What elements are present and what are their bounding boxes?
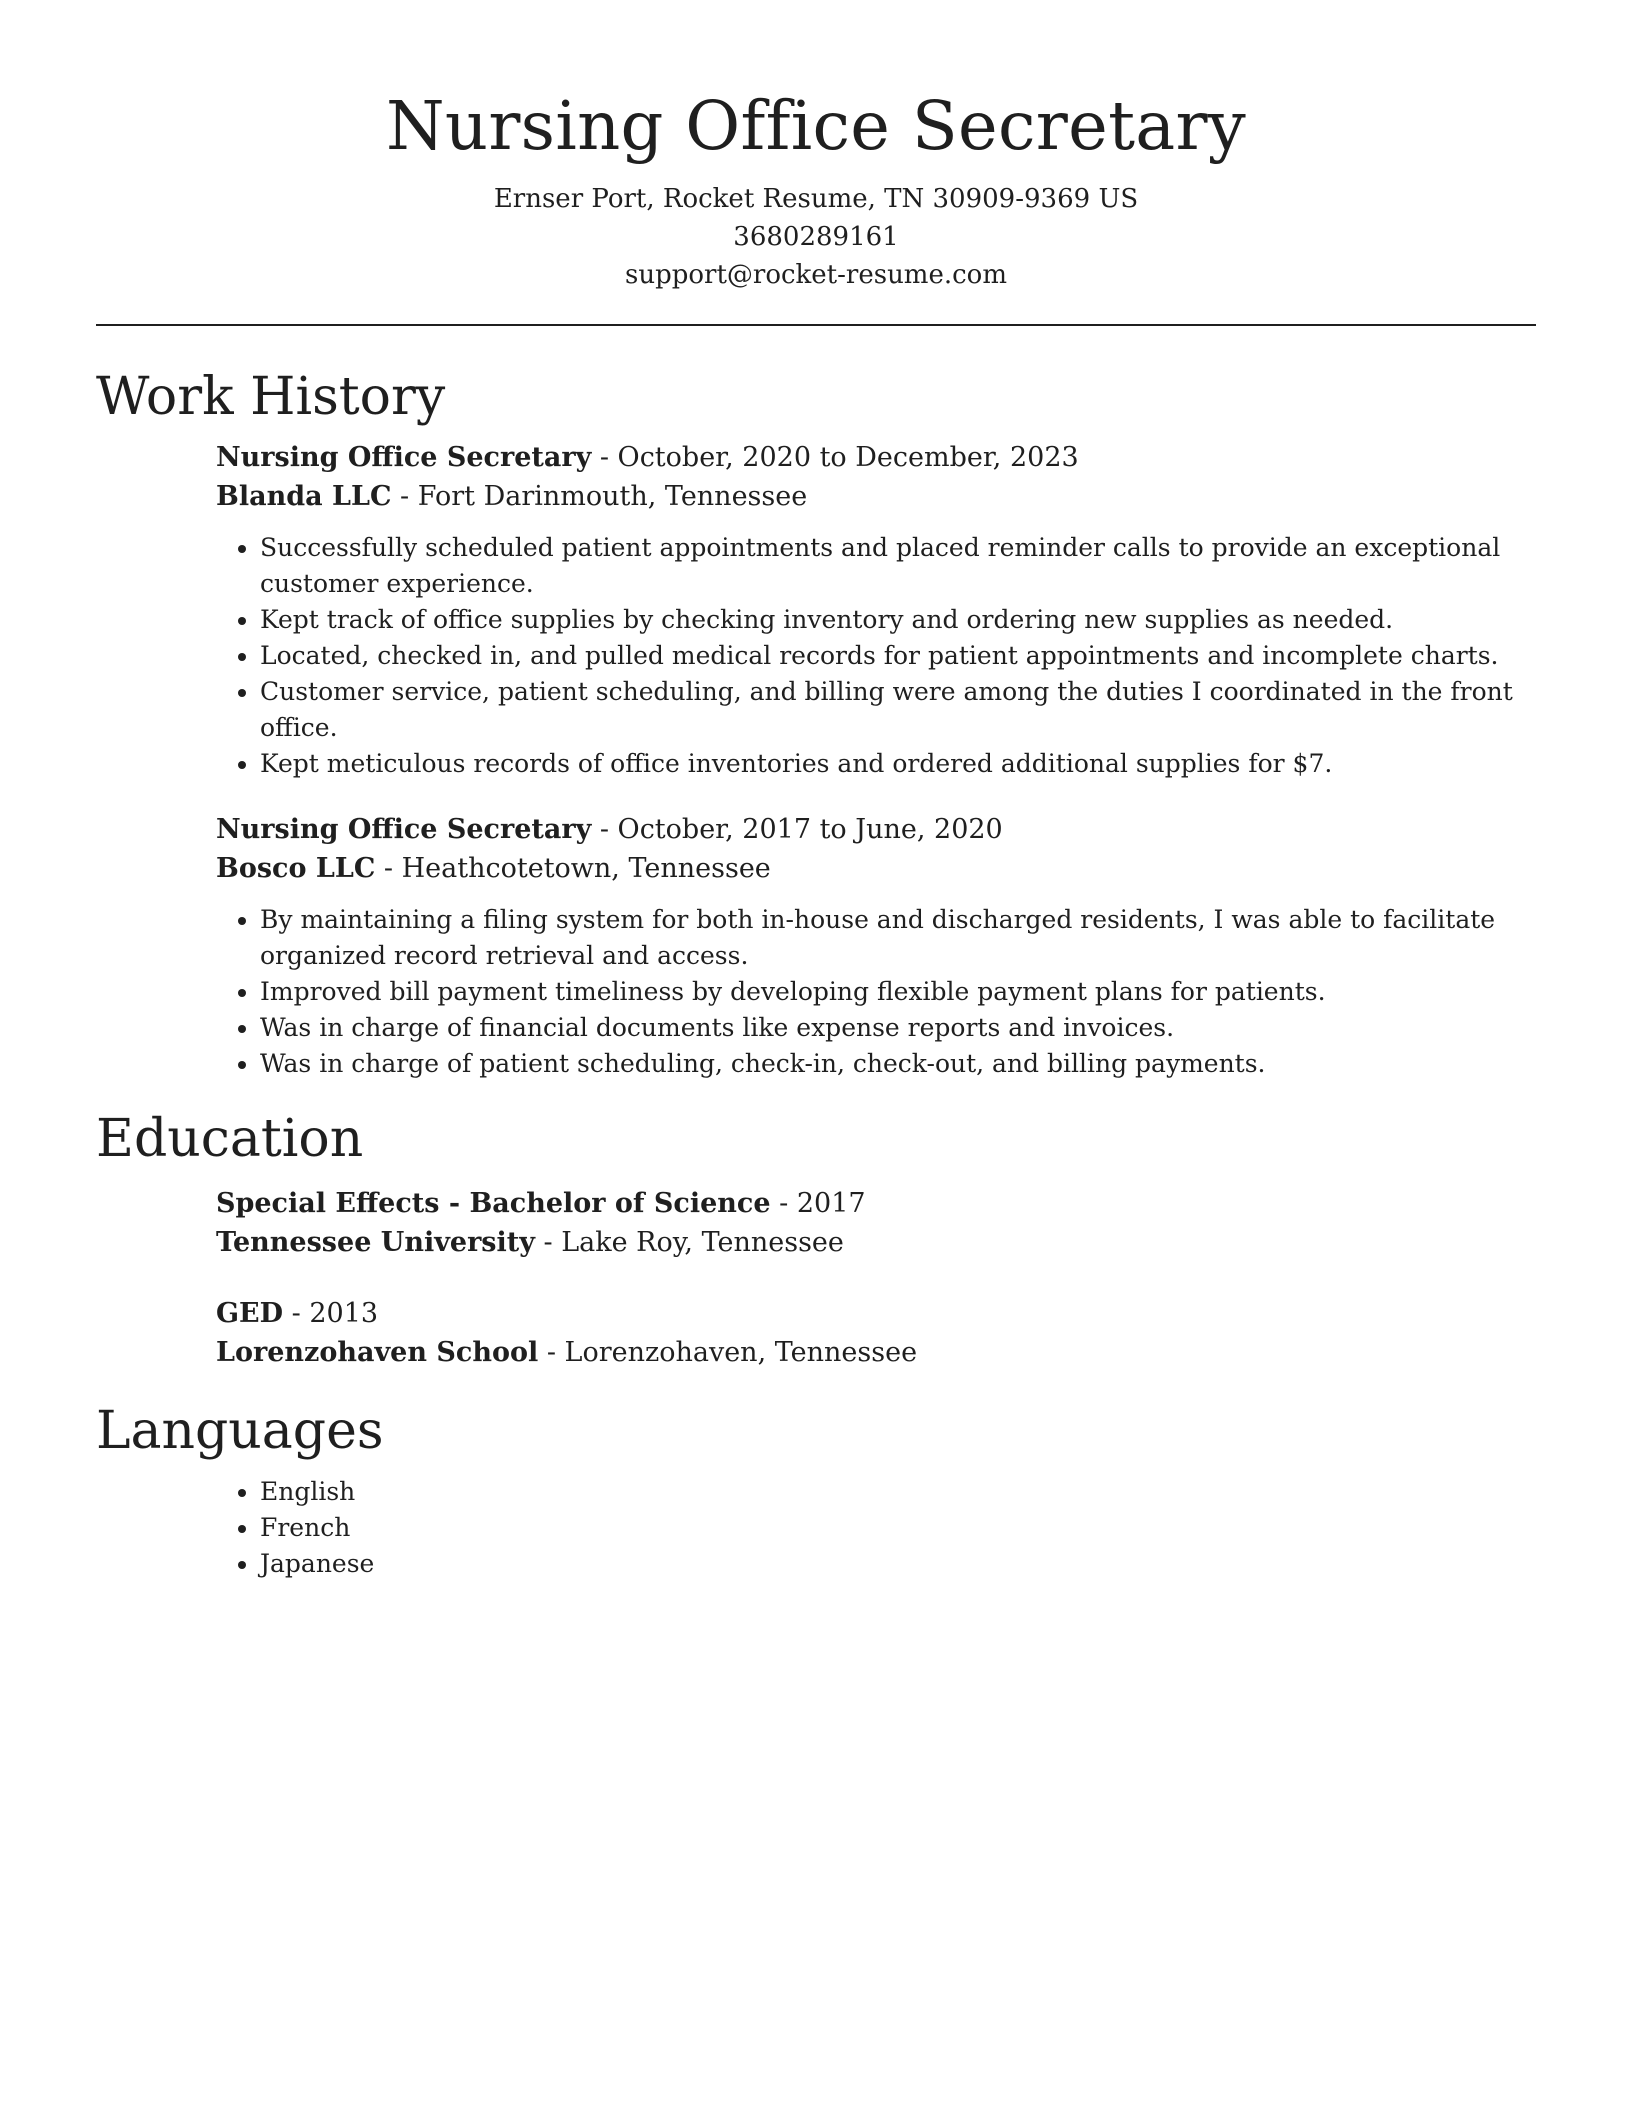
section-title-education: Education [96, 1109, 364, 1169]
job-location: - Fort Darinmouth, Tennessee [391, 481, 808, 512]
education-entry [216, 1294, 1536, 1372]
job-title-line [216, 438, 1536, 477]
list-item: • Improved bill payment timeliness by developing flexible payment plans for patients. [260, 974, 1536, 1010]
job-dates: - October, 2020 to December, 2023 [591, 442, 1079, 473]
job-entry [216, 438, 1536, 782]
school-location: - Lake Roy, Tennessee [534, 1227, 844, 1258]
list-item: • Successfully scheduled patient appointments and placed reminder calls to provide an exceptional customer experience. [260, 530, 1536, 602]
job-bullets [216, 902, 1536, 1082]
graduation-year: - 2017 [770, 1188, 866, 1219]
section-title-work-history: Work History [96, 367, 446, 427]
section-title-languages: Languages [96, 1401, 384, 1461]
school-name: Tennessee University [216, 1227, 535, 1258]
list-item: • English [260, 1474, 1536, 1510]
education-entry [216, 1184, 1536, 1262]
job-entry [216, 810, 1536, 1082]
degree: Special Effects - Bachelor of Science [216, 1188, 771, 1219]
school-line [216, 1333, 1536, 1372]
list-item: • By maintaining a filing system for both in-house and discharged residents, I was able to facilitate organized record retrieval and access. [260, 902, 1536, 974]
job-dates: - October, 2017 to June, 2020 [591, 814, 1003, 845]
list-item: • Located, checked in, and pulled medical records for patient appointments and incomplete charts. [260, 638, 1536, 674]
list-item: • Kept track of office supplies by checking inventory and ordering new supplies as needed. [260, 602, 1536, 638]
list-item: • French [260, 1510, 1536, 1546]
resume-header [96, 0, 1536, 294]
job-title-line [216, 810, 1536, 849]
job-location: - Heathcotetown, Tennessee [375, 853, 771, 884]
list-item: • Kept meticulous records of office inventories and ordered additional supplies for $7. [260, 746, 1536, 782]
degree-line [216, 1294, 1536, 1333]
list-item: • Was in charge of patient scheduling, check-in, check-out, and billing payments. [260, 1046, 1536, 1082]
graduation-year: - 2013 [283, 1298, 379, 1329]
candidate-name: Nursing Office Secretary [385, 87, 1247, 165]
list-item: • Was in charge of financial documents like expense reports and invoices. [260, 1010, 1536, 1046]
school-name: Lorenzohaven School [216, 1337, 539, 1368]
job-company-line [216, 849, 1536, 888]
job-position: Nursing Office Secretary [216, 442, 592, 473]
email: support@rocket-resume.com [624, 260, 1007, 290]
job-company-line [216, 477, 1536, 516]
contact-info [96, 180, 1536, 294]
school-location: - Lorenzohaven, Tennessee [538, 1337, 918, 1368]
list-item: • Japanese [260, 1546, 1536, 1582]
languages-entry [216, 1474, 1536, 1582]
job-bullets [216, 530, 1536, 782]
job-company: Blanda LLC [216, 481, 392, 512]
school-line [216, 1223, 1536, 1262]
phone: 3680289161 [733, 222, 899, 252]
degree: GED [216, 1298, 284, 1329]
degree-line [216, 1184, 1536, 1223]
list-item: • Customer service, patient scheduling, and billing were among the duties I coordinated in the front office. [260, 674, 1536, 746]
job-position: Nursing Office Secretary [216, 814, 592, 845]
header-divider [96, 324, 1536, 326]
job-company: Bosco LLC [216, 853, 376, 884]
languages-list [216, 1474, 1536, 1582]
address: Ernser Port, Rocket Resume, TN 30909-9369 US [493, 184, 1139, 214]
